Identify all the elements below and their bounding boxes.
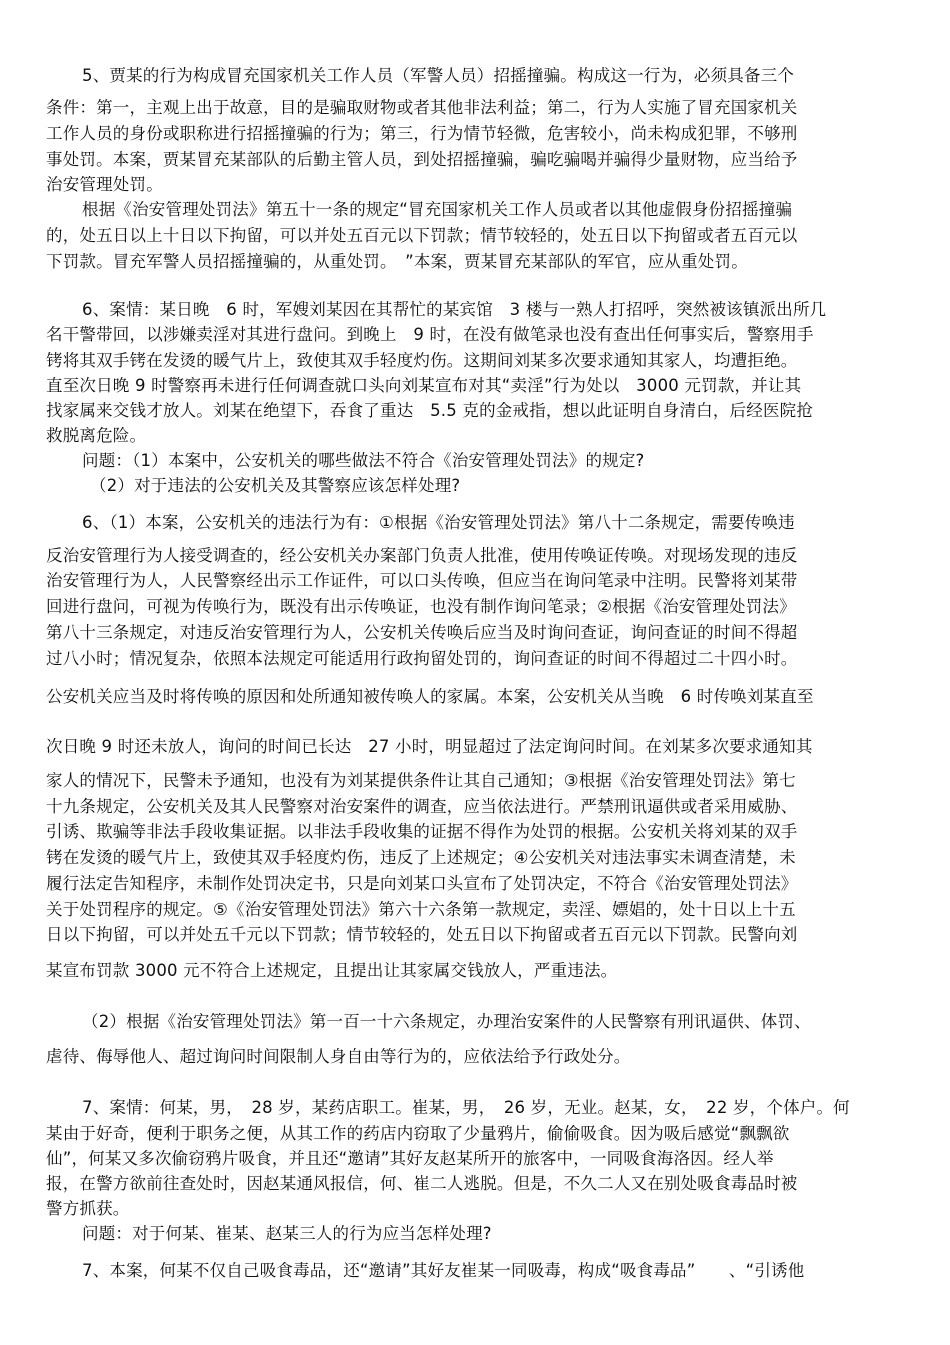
- text-line: 直至次日晚 9 时警察再未进行任何调查就口头向刘某宣布对其“卖淫”行为处以 3000 元罚款，并让其: [46, 376, 802, 395]
- text-line: 家人的情况下，民警未予通知，也没有为刘某提供条件让其自己通知；③根据《治安管理处罚法》第七: [46, 771, 796, 790]
- text-line: 工作人员的身份或职称进行招摇撞骗的行为；第三，行为情节轻微，危害较小，尚未构成犯罪，不够刑: [46, 124, 798, 143]
- text-line: 铐将其双手铐在发烫的暖气片上，致使其双手轻度灼伤。这期间刘某多次要求通知其家人，均遭拒绝。: [46, 351, 798, 370]
- text-line: 回进行盘问，可视为传唤行为，既没有出示传唤证，也没有制作询问笔录；②根据《治安管理处罚法》: [46, 597, 796, 616]
- text-line: 反治安管理行为人接受调查的，经公安机关办案部门负责人批准，使用传唤证传唤。对现场发现的违反: [46, 546, 798, 565]
- text-line: 治安管理行为人，人民警察经出示工作证件，可以口头传唤，但应当在询问笔录中注明。民警将刘某带: [46, 571, 798, 590]
- text-line: 引诱、欺骗等非法手段收集证据。以非法手段收集的证据不得作为处罚的根据。公安机关将刘某的双手: [46, 822, 798, 841]
- text-line: 第八十三条规定，对违反治安管理行为人，公安机关传唤后应当及时询问查证，询问查证的时间不得超: [46, 623, 798, 642]
- text-line: 报，在警方欲前往查处时，因赵某通风报信，何、崔二人逃脱。但是，不久二人又在别处吸食毒品时被: [46, 1174, 798, 1193]
- text-line: 根据《治安管理处罚法》第五十一条的规定“冒充国家机关工作人员或者以其他虚假身份招摇撞骗: [82, 200, 793, 219]
- text-line: 某由于好奇，便利于职务之便，从其工作的药店内窃取了少量鸦片，偷偷吸食。因为吸后感觉“飘飘欲: [46, 1124, 790, 1143]
- text-line: 下罚款。冒充军警人员招摇撞骗的，从重处罚。 ”本案，贾某冒充某部队的军官，应从重处罚。: [46, 252, 748, 271]
- text-line: 十九条规定，公安机关及其人民警察对治安案件的调查，应当依法进行。严禁刑讯逼供或者采用威胁、: [46, 797, 798, 816]
- text-line: 的，处五日以上十日以下拘留，可以并处五百元以下罚款；情节较轻的，处五日以下拘留或者五百元以: [46, 226, 798, 245]
- text-line: （2）根据《治安管理处罚法》第一百一十六条规定，办理治安案件的人民警察有刑讯逼供、体罚、: [82, 1012, 811, 1031]
- text-line: 过八小时；情况复杂，依照本法规定可能适用行政拘留处罚的，询问查证的时间不得超过二十四小时。: [46, 649, 798, 668]
- question-line: 问题：（1）本案中，公安机关的哪些做法不符合《治安管理处罚法》的规定?: [82, 451, 645, 470]
- text-line: 找家属来交钱才放人。刘某在绝望下，吞食了重达 5.5 克的金戒指，想以此证明自身清白，后经医院抢: [46, 401, 814, 420]
- text-line: 铐在发烫的暖气片上，致使其双手轻度灼伤，违反了上述规定；④公安机关对违法事实未调查清楚，未: [46, 848, 796, 867]
- question-line: （2）对于违法的公安机关及其警察应该怎样处理?: [90, 476, 461, 495]
- text-line: 5、贾某的行为构成冒充国家机关工作人员（军警人员）招摇撞骗。构成这一行为，必须具备三个: [82, 66, 795, 85]
- text-line: 次日晚 9 时还未放人，询问的时间已长达 27 小时，明显超过了法定询问时间。在刘某多次要求通知其: [46, 737, 813, 756]
- text-line: 履行法定告知程序，未制作处罚决定书，只是向刘某口头宣布了处罚决定，不符合《治安管理处罚法》: [46, 874, 798, 893]
- text-line: 条件：第一，主观上出于故意，目的是骗取财物或者其他非法利益；第二，行为人实施了冒充国家机关: [46, 98, 798, 117]
- text-line: 7、案情：何某，男， 28 岁，某药店职工。崔某，男， 26 岁，无业。赵某，女， 22 岁，个体户。何: [82, 1098, 850, 1117]
- text-line: 公安机关应当及时将传唤的原因和处所通知被传唤人的家属。本案，公安机关从当晚 6 时传唤刘某直至: [46, 687, 814, 706]
- text-line: 仙”，何某又多次偷窃鸦片吸食，并且还“邀请”其好友赵某所开的旅客中，一同吸食海洛因。经人举: [46, 1149, 774, 1168]
- text-line: 日以下拘留，可以并处五千元以下罚款；情节较轻的，处五日以下拘留或者五百元以下罚款。民警向刘: [46, 925, 798, 944]
- question-line: 问题：对于何某、崔某、赵某三人的行为应当怎样处理?: [82, 1224, 492, 1243]
- text-line: 事处罚。本案，贾某冒充某部队的后勤主管人员，到处招摇撞骗，骗吃骗喝并骗得少量财物，应当给予: [46, 150, 798, 169]
- text-line: 某宣布罚款 3000 元不符合上述规定，且提出让其家属交钱放人，严重违法。: [46, 961, 618, 980]
- text-line: 救脱离危险。: [46, 426, 147, 445]
- text-line: 名干警带回，以涉嫌卖淫对其进行盘问。到晚上 9 时，在没有做笔录也没有查出任何事实后，警察用手: [46, 325, 814, 344]
- text-line: 治安管理处罚。: [46, 175, 163, 194]
- text-line: 6、案情：某日晚 6 时，军嫂刘某因在其帮忙的某宾馆 3 楼与一熟人打招呼，突然被该镇派出所几: [82, 300, 827, 319]
- text-line: 7、本案，何某不仅自己吸食毒品，还“邀请”其好友崔某一同吸毒，构成“吸食毒品” 、“引诱他: [82, 1261, 805, 1280]
- text-line: 警方抓获。: [46, 1199, 130, 1218]
- text-line: 虐待、侮辱他人、超过询问时间限制人身自由等行为的，应依法给予行政处分。: [46, 1047, 631, 1066]
- text-line: 6、（1）本案，公安机关的违法行为有：①根据《治安管理处罚法》第八十二条规定，需要传唤违: [82, 513, 795, 532]
- text-line: 关于处罚程序的规定。⑤《治安管理处罚法》第六十六条第一款规定，卖淫、嫖娼的，处十日以上十五: [46, 900, 796, 919]
